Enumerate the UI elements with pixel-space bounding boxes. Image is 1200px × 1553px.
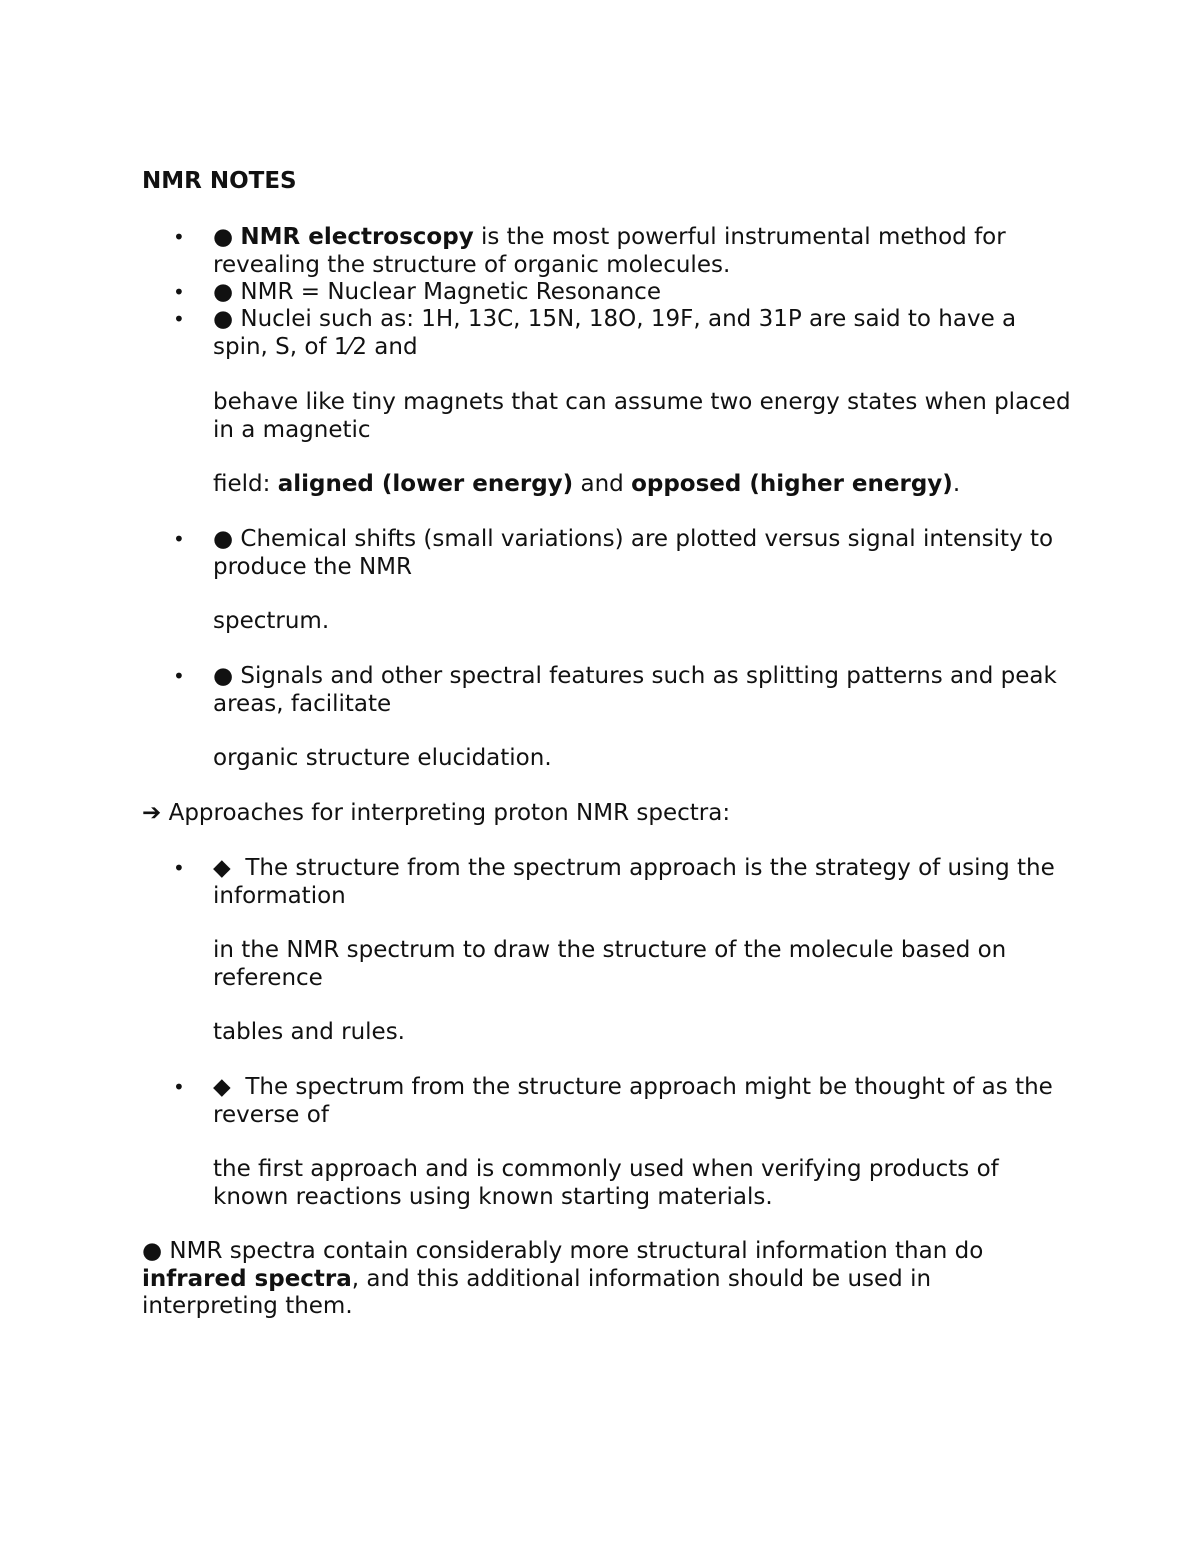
paragraph (213, 471, 1073, 499)
bullet-icon: ● (213, 526, 234, 552)
paragraph: behave like tiny magnets that can assume two energy states when placed in a magnetic (213, 389, 1071, 443)
list-item (213, 855, 1073, 910)
list-marker: • (173, 1075, 185, 1099)
list-item (213, 526, 1073, 581)
list-marker: • (173, 664, 185, 688)
list-marker: • (173, 225, 185, 249)
item-text: Nuclei such as: 1H, 13C, 15N, 18O, 19F, and 31P are said to have a spin, S, of 1⁄2 and (213, 306, 1017, 360)
bold-term: NMR electroscopy (240, 224, 474, 250)
closing-paragraph (142, 1238, 1022, 1321)
paragraph: the first approach and is commonly used when verifying products of known reactions using known starting materials. (213, 1156, 999, 1210)
list-marker: • (173, 856, 185, 880)
heading-text: Approaches for interpreting proton NMR spectra: (168, 800, 731, 826)
item-text: The structure from the spectrum approach is the strategy of using the information (213, 855, 1055, 909)
list-item (213, 306, 1073, 361)
list-item (213, 279, 1073, 307)
list-item (213, 1074, 1073, 1129)
list-item (213, 224, 1073, 279)
paragraph: spectrum. (213, 608, 330, 634)
paragraph: organic structure elucidation. (213, 745, 552, 771)
text-run: and (573, 471, 632, 497)
list-marker: • (173, 307, 185, 331)
text-run: . (952, 471, 961, 497)
diamond-icon: ◆ (213, 855, 231, 881)
text-run: , and this additional information should be used in interpreting them. (142, 1265, 932, 1319)
bullet-icon: ● (213, 224, 234, 250)
bullet-icon: ● (213, 306, 234, 332)
bold-term: infrared spectra (142, 1265, 352, 1292)
list-marker: • (173, 527, 185, 551)
paragraph: in the NMR spectrum to draw the structure of the molecule based on reference (213, 937, 1007, 991)
list-marker: • (173, 280, 185, 304)
item-text: Chemical shifts (small variations) are plotted versus signal intensity to produce the NMR (213, 526, 1054, 580)
item-text: Signals and other spectral features such as splitting patterns and peak areas, facilitate (213, 663, 1057, 717)
item-text: is the most powerful instrumental method for revealing the structure of organic molecules. (213, 224, 1006, 278)
section-heading (142, 800, 1022, 828)
bullet-icon: ● (142, 1238, 163, 1264)
bold-term: opposed (higher energy) (631, 471, 953, 497)
arrow-right-icon: ➔ (142, 800, 162, 826)
bullet-icon: ● (213, 279, 234, 305)
paragraph: tables and rules. (213, 1019, 405, 1045)
bullet-icon: ● (213, 663, 234, 689)
diamond-icon: ◆ (213, 1074, 231, 1100)
page-title: NMR NOTES (142, 168, 297, 194)
bold-term: aligned (lower energy) (277, 471, 574, 497)
text-run: field: (213, 471, 278, 497)
item-text: NMR = Nuclear Magnetic Resonance (240, 279, 661, 305)
list-item (213, 663, 1073, 718)
text-run: NMR spectra contain considerably more structural information than do (169, 1238, 984, 1264)
item-text: The spectrum from the structure approach might be thought of as the reverse of (213, 1074, 1053, 1128)
